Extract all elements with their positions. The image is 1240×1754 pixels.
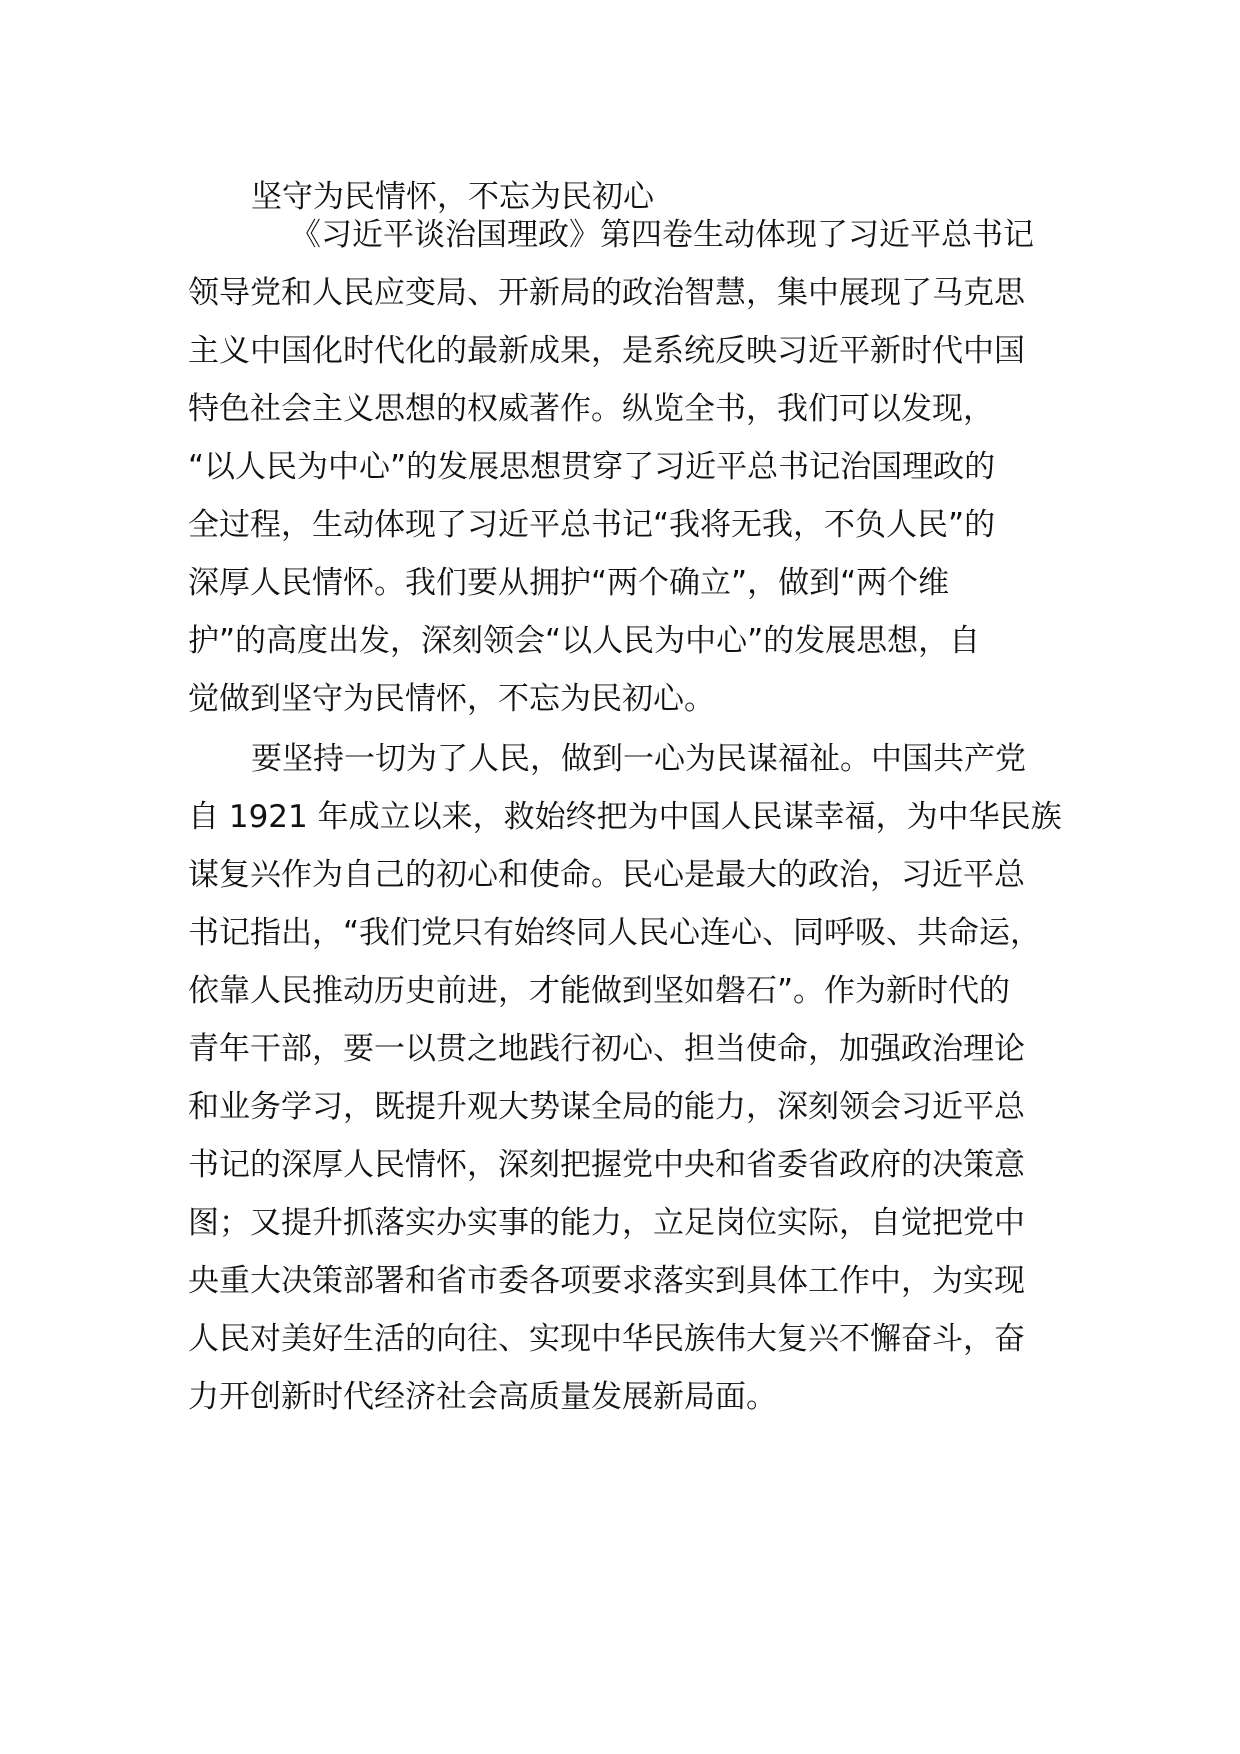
paragraph-line: 主义中国化时代化的最新成果，是系统反映习近平新时代中国 bbox=[188, 333, 1025, 369]
paragraph-line: 深厚人民情怀。我们要从拥护“两个确立”，做到“两个维 bbox=[188, 565, 950, 601]
paragraph-line: 和业务学习，既提升观大势谋全局的能力，深刻领会习近平总 bbox=[188, 1089, 1025, 1125]
paragraph-line: 觉做到坚守为民情怀，不忘为民初心。 bbox=[188, 681, 715, 717]
paragraph-line: 全过程，生动体现了习近平总书记“我将无我，不负人民”的 bbox=[188, 507, 996, 543]
paragraph-line: 要坚持一切为了人民，做到一心为民谋福祉。中国共产党 bbox=[251, 741, 1026, 777]
paragraph-line: 护”的高度出发，深刻领会“以人民为中心”的发展思想，自 bbox=[188, 623, 981, 659]
paragraph-line: 特色社会主义思想的权威著作。纵览全书，我们可以发现， bbox=[188, 391, 994, 427]
paragraph-line: 人民对美好生活的向往、实现中华民族伟大复兴不懈奋斗，奋 bbox=[188, 1321, 1025, 1357]
paragraph-line: 领导党和人民应变局、开新局的政治智慧，集中展现了马克思 bbox=[188, 275, 1025, 311]
paragraph-line: 依靠人民推动历史前进，才能做到坚如磐石”。作为新时代的 bbox=[188, 973, 1011, 1009]
paragraph-line: 力开创新时代经济社会高质量发展新局面。 bbox=[188, 1379, 777, 1415]
paragraph-line: 央重大决策部署和省市委各项要求落实到具体工作中，为实现 bbox=[188, 1263, 1025, 1299]
paragraph-line: 图；又提升抓落实办实事的能力，立足岗位实际，自觉把党中 bbox=[188, 1205, 1025, 1241]
paragraph-line: “以人民为中心”的发展思想贯穿了习近平总书记治国理政的 bbox=[188, 449, 996, 485]
paragraph-line: 谋复兴作为自己的初心和使命。民心是最大的政治，习近平总 bbox=[188, 857, 1025, 893]
paragraph-line: 青年干部，要一以贯之地践行初心、担当使命，加强政治理论 bbox=[188, 1031, 1025, 1067]
paragraph-line: 《习近平谈治国理政》第四卷生动体现了习近平总书记 bbox=[290, 217, 1034, 253]
document-title: 坚守为民情怀，不忘为民初心 bbox=[251, 179, 654, 215]
paragraph-line: 自 1921 年成立以来，救始终把为中国人民谋幸福，为中华民族 bbox=[188, 799, 1062, 835]
paragraph-line: 书记的深厚人民情怀，深刻把握党中央和省委省政府的决策意 bbox=[188, 1147, 1025, 1183]
paragraph-line: 书记指出，“我们党只有始终同人民心连心、同呼吸、共命运， bbox=[188, 915, 1042, 951]
